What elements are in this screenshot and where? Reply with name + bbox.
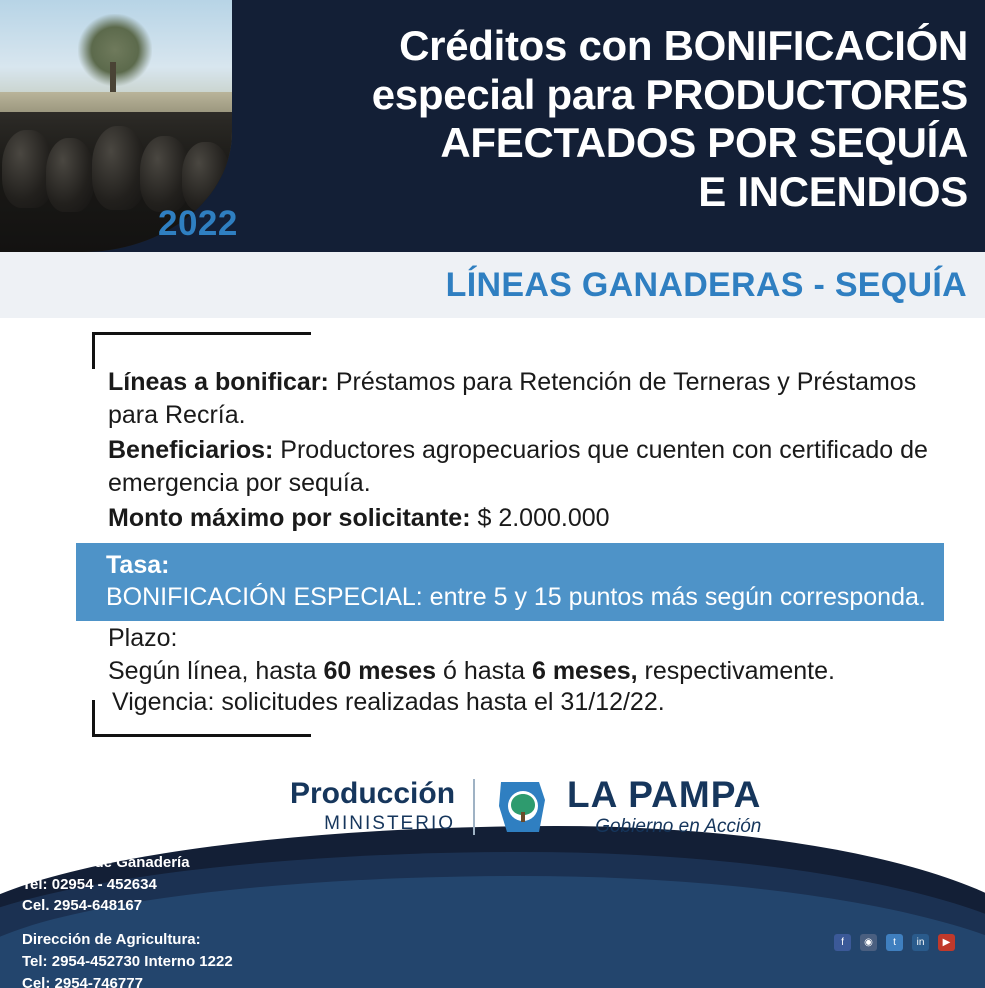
headline-line-1: Créditos con BONIFICACIÓN (399, 22, 968, 69)
plazo-bold-1: 60 meses (323, 656, 437, 685)
lineas-text: Préstamos para Retención de Terneras y Préstamos para Recría. (108, 368, 917, 429)
plazo-block (108, 622, 958, 687)
ganaderia-cel: Cel. 2954-648167 (22, 897, 143, 915)
cow-icon (46, 138, 94, 212)
footer (0, 748, 985, 988)
tasa-label: Tasa: (106, 551, 170, 579)
plazo-bold-2: 6 meses, (531, 656, 638, 685)
header-banner (0, 0, 985, 252)
year-label: 2022 (158, 204, 238, 243)
terms-content (108, 366, 958, 537)
twitter-icon[interactable]: t (886, 934, 903, 951)
agricultura-name: Dirección de Agricultura: (22, 931, 201, 948)
logo-divider (473, 779, 475, 835)
social-links[interactable] (834, 934, 955, 951)
cow-icon (92, 126, 146, 210)
produccion-title: Producción (290, 777, 456, 810)
beneficiarios-text: Productores agropecuarios que cuenten con certificado de emergencia por sequía. (108, 436, 928, 497)
beneficiarios-label: Beneficiarios: (108, 436, 274, 464)
beneficiarios-row (108, 434, 958, 500)
headline-line-2: especial para PRODUCTORES (371, 70, 968, 118)
produccion-subtitle: MINISTERIO (324, 813, 456, 834)
plazo-label: Plazo: (108, 624, 178, 652)
contact-spacer (22, 917, 233, 929)
plazo-mid: ó hasta (436, 656, 532, 685)
facebook-icon[interactable]: f (834, 934, 851, 951)
instagram-icon[interactable]: ◉ (860, 934, 877, 951)
monto-row (108, 502, 958, 535)
monto-label: Monto máximo por solicitante: (108, 504, 471, 532)
page-title (250, 22, 968, 217)
linkedin-icon[interactable]: in (912, 934, 929, 951)
plazo-pre: Según línea, hasta (108, 656, 324, 685)
la-pampa-tagline: Gobierno en Acción (595, 816, 762, 837)
cow-icon (182, 142, 230, 212)
informes-title: Informes: (22, 832, 91, 849)
lineas-row (108, 366, 958, 432)
vigencia-text: Vigencia: solicitudes realizadas hasta el 31/12/22. (112, 688, 665, 716)
logo-group (290, 776, 761, 838)
youtube-icon[interactable]: ▶ (938, 934, 955, 951)
la-pampa-name: LA PAMPA (567, 774, 762, 815)
lineas-label: Líneas a bonificar: (108, 368, 329, 396)
contact-info (22, 830, 233, 988)
plazo-post: respectivamente. (637, 656, 835, 685)
agricultura-tel: Tel: 2954-452730 Interno 1222 (22, 952, 233, 970)
la-pampa-map-icon (493, 776, 555, 838)
tasa-text: BONIFICACIÓN ESPECIAL: entre 5 y 15 puntos más según corresponda. (106, 583, 926, 611)
headline-line-4: E INCENDIOS (698, 168, 968, 216)
agricultura-cel: Cel: 2954-746777 (22, 974, 143, 988)
tasa-highlight-block (76, 543, 944, 621)
monto-text: $ 2.000.000 (470, 504, 610, 532)
produccion-logo (290, 779, 455, 835)
bracket-top-decoration (92, 332, 311, 369)
ganaderia-tel: Tel: 02954 - 452634 (22, 875, 157, 893)
plazo-text (108, 655, 958, 688)
la-pampa-logo (493, 776, 761, 838)
la-pampa-text (567, 776, 761, 838)
ganaderia-name: Dirección de Ganadería (22, 853, 190, 871)
subtitle: LÍNEAS GANADERAS - SEQUÍA (445, 266, 967, 304)
headline-line-3: AFECTADOS POR SEQUÍA (440, 119, 968, 167)
